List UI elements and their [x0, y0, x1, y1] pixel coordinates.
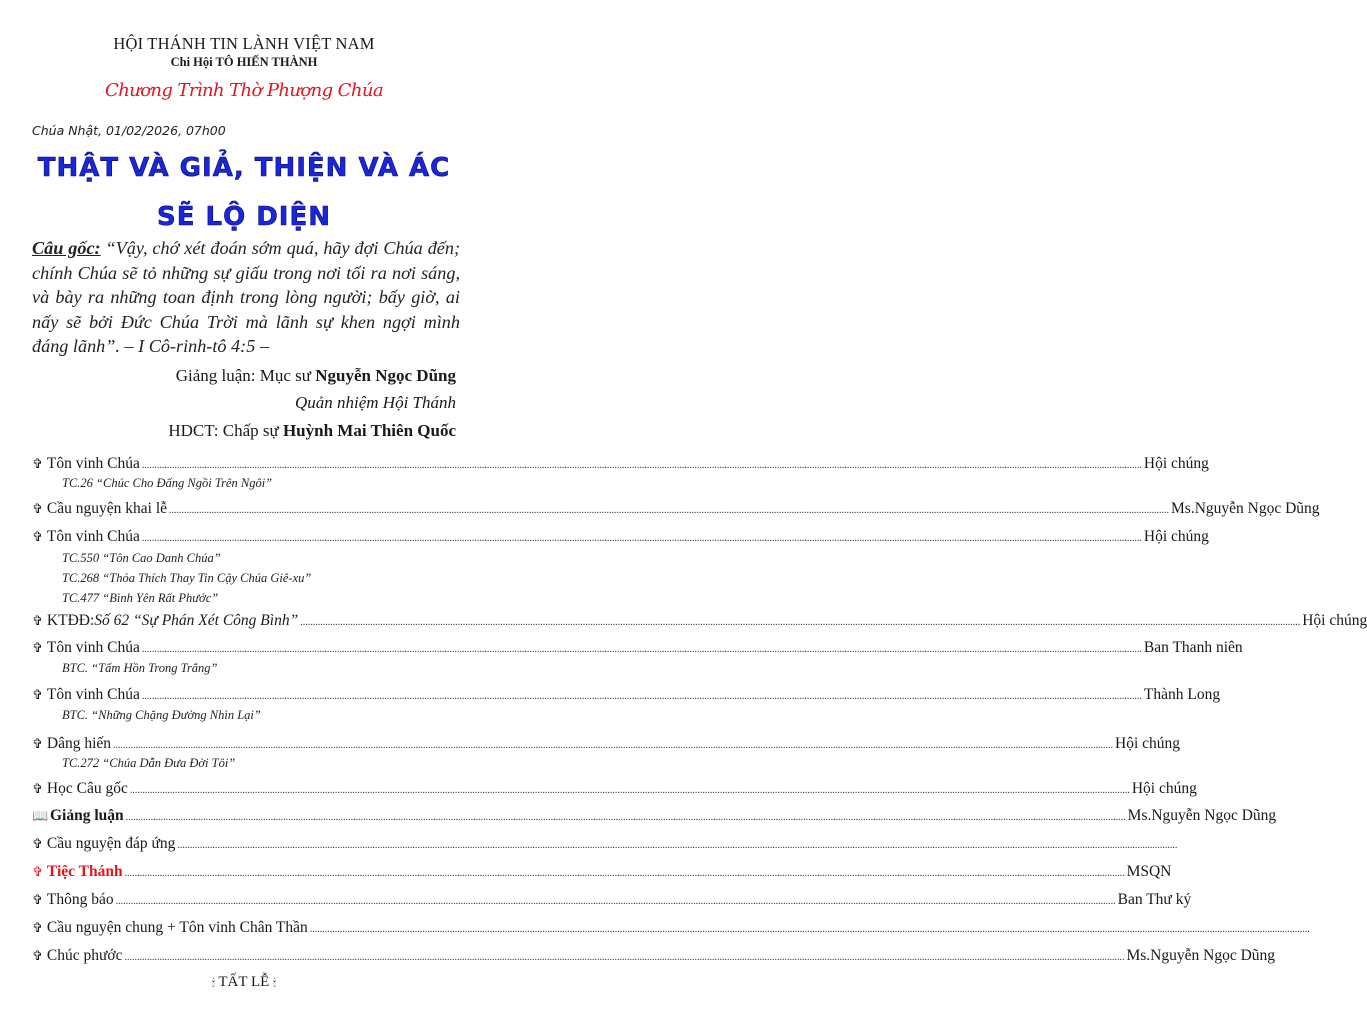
order-item [32, 780, 1197, 798]
key-verse-label: Câu gốc: [32, 238, 101, 258]
cross-icon: ✞ [32, 530, 43, 545]
sermon-title-line1: THẬT VÀ GIẢ, THIỆN VÀ ÁC [37, 153, 451, 183]
hymn-entry: TC.268 “Thỏa Thích Thay Tin Cậy Chúa Giê-xu” [62, 571, 312, 585]
cross-icon: ✞ [32, 641, 43, 656]
order-item-label: Tôn vinh Chúa [46, 528, 140, 545]
order-item-label: Tôn vinh Chúa [46, 639, 140, 656]
order-item [32, 500, 1320, 518]
cross-icon: ✞ [32, 502, 43, 517]
cross-icon: ✞ [32, 865, 43, 880]
leader-line [168, 421, 456, 441]
order-item [32, 639, 1243, 657]
order-item [32, 612, 1367, 630]
order-item [32, 919, 1310, 937]
order-item-label: Học Câu gốc [46, 780, 128, 797]
cross-icon: ✞ [32, 893, 43, 908]
key-verse-text: “Vậy, chớ xét đoán sớm quá, hãy đợi Chúa đến; chính Chúa sẽ tỏ những sự giấu trong nơi tối ra nơi sáng, và bày ra những toan định trong lòng người; bấy giờ, ai nấy sẽ bởi Đức Chúa Trời mà lãnh sự khen ngợi mình đáng lãnh”. – I Cô-rinh-tô 4:5 – [32, 238, 461, 356]
hymn-entry: TC.477 “Bình Yên Rất Phước” [62, 591, 219, 605]
dot-leader: ................................................................................................................................................................................................................................................................................................................................................................................................................ [124, 952, 1125, 963]
order-item-detail: Số 62 “Sự Phán Xét Công Bình” [94, 612, 299, 629]
preacher-line [176, 366, 456, 386]
order-item-responsible: Hội chúng [1302, 612, 1367, 629]
order-item-responsible: Hội chúng [1143, 455, 1209, 472]
order-item-responsible: Thành Long [1143, 686, 1221, 703]
order-item-label: Tôn vinh Chúa [46, 455, 140, 472]
order-item [32, 891, 1192, 909]
program-title: Chương Trình Thờ Phượng Chúa [105, 80, 383, 101]
hymn-entry: BTC. “Tấm Hồn Trong Trắng” [62, 661, 218, 675]
order-item [32, 528, 1209, 546]
closing-line [0, 974, 488, 991]
order-item-responsible: Hội chúng [1115, 735, 1181, 752]
hymn-entry: TC.26 “Chúc Cho Đấng Ngồi Trên Ngôi” [62, 476, 273, 490]
branch-name: Chi Hội TÔ HIẾN THÀNH [170, 55, 318, 69]
church-org-name: HỘI THÁNH TIN LÀNH VIỆT NAM [113, 34, 375, 53]
order-item-label: Tôn vinh Chúa [46, 686, 140, 703]
order-item-responsible: Ms.Nguyễn Ngọc Dũng [1126, 947, 1276, 964]
order-item-label: Giảng luận [50, 807, 124, 824]
sermon-title-line2: SẼ LỘ DIỆN [156, 202, 332, 232]
order-item [32, 947, 1276, 965]
dot-leader: ................................................................................................................................................................................................................................................................................................................................................................................................................ [141, 644, 1142, 655]
closing-text: TẤT LỄ [218, 974, 270, 990]
dot-leader: ................................................................................................................................................................................................................................................................................................................................................................................................................ [129, 785, 1130, 796]
cross-icon: ✞ [32, 782, 43, 797]
cross-icon: ✞ [32, 457, 43, 472]
order-item-label: Cầu nguyện khai lễ [46, 500, 168, 517]
open-book-icon: 📖 [32, 809, 49, 824]
key-verse [32, 236, 460, 359]
order-item [32, 735, 1181, 753]
hymn-entry: TC.550 “Tôn Cao Danh Chúa” [62, 551, 221, 565]
dot-leader: ................................................................................................................................................................................................................................................................................................................................................................................................................ [125, 812, 1126, 823]
dot-leader: ................................................................................................................................................................................................................................................................................................................................................................................................................ [113, 740, 1114, 751]
hymn-entry: BTC. “Những Chặng Đường Nhìn Lại” [62, 708, 261, 722]
order-item-responsible: Hội chúng [1143, 528, 1209, 545]
preacher-name: Nguyễn Ngọc Dũng [315, 366, 456, 385]
order-item-label: Cầu nguyện đáp ứng [46, 835, 176, 852]
order-item [32, 686, 1221, 704]
cross-icon: ✞ [32, 614, 43, 629]
cross-icon: ✞ [32, 921, 43, 936]
hymn-entry: TC.272 “Chúa Dẫn Đưa Đời Tôi” [62, 756, 236, 770]
order-item [32, 863, 1172, 881]
cross-icon: ✞ [32, 949, 43, 964]
service-datetime: Chúa Nhật, 01/02/2026, 07h00 [32, 123, 226, 138]
order-item-label: Dâng hiến [46, 735, 112, 752]
candle-icon: 🕯 [212, 978, 215, 989]
order-item-label: Cầu nguyện chung + Tôn vinh Chân Thần [46, 919, 308, 936]
dot-leader: ................................................................................................................................................................................................................................................................................................................................................................................................................ [169, 505, 1170, 516]
preacher-label: Giảng luận: Mục sư [175, 366, 316, 385]
candle-icon: 🕯 [273, 978, 276, 989]
dot-leader: ................................................................................................................................................................................................................................................................................................................................................................................................................ [309, 924, 1310, 935]
dot-leader: ................................................................................................................................................................................................................................................................................................................................................................................................................ [141, 691, 1142, 702]
preacher-role: Quản nhiệm Hội Thánh [294, 393, 456, 412]
order-item [32, 455, 1209, 473]
order-item-label: KTĐĐ: [46, 612, 95, 629]
order-item [32, 807, 1277, 825]
order-item-responsible: Ban Thanh niên [1143, 639, 1243, 656]
dot-leader: ................................................................................................................................................................................................................................................................................................................................................................................................................ [115, 896, 1116, 907]
cross-icon: ✞ [32, 837, 43, 852]
cross-icon: ✞ [32, 688, 43, 703]
leader-label: HDCT: Chấp sự [168, 421, 283, 440]
order-item-label: Chúc phước [46, 947, 123, 964]
dot-leader: ................................................................................................................................................................................................................................................................................................................................................................................................................ [141, 533, 1142, 544]
order-item-label: Thông báo [46, 891, 114, 908]
order-item [32, 835, 1178, 853]
order-item-responsible: Hội chúng [1131, 780, 1197, 797]
order-item-responsible: MSQN [1126, 863, 1172, 880]
order-item-responsible: Ms.Nguyễn Ngọc Dũng [1171, 500, 1320, 517]
order-item-responsible: Ban Thư ký [1117, 891, 1192, 908]
cross-icon: ✞ [32, 737, 43, 752]
dot-leader: ................................................................................................................................................................................................................................................................................................................................................................................................................ [141, 460, 1142, 471]
leader-name: Huỳnh Mai Thiên Quốc [282, 421, 456, 440]
dot-leader: ................................................................................................................................................................................................................................................................................................................................................................................................................ [300, 617, 1301, 628]
order-item-responsible: Ms.Nguyễn Ngọc Dũng [1127, 807, 1277, 824]
order-item-label: Tiệc Thánh [46, 863, 123, 880]
dot-leader: ................................................................................................................................................................................................................................................................................................................................................................................................................ [177, 840, 1178, 851]
dot-leader: ................................................................................................................................................................................................................................................................................................................................................................................................................ [124, 868, 1125, 879]
